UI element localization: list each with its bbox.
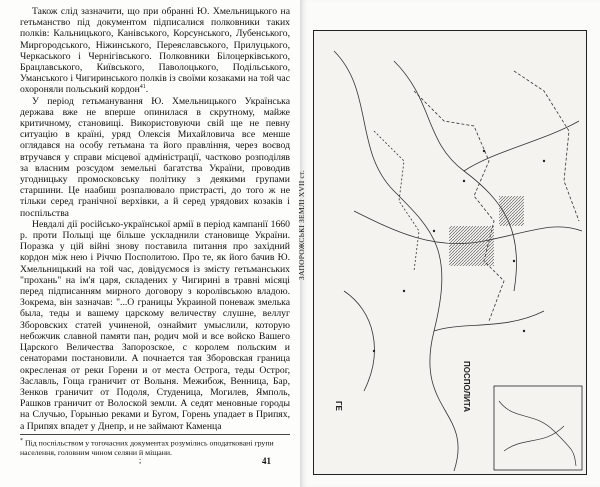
paragraph-3: Невдалі дії російсько-української армії в період кампанії 1660 р. проти Польщі ще більше ускладнили становище України. Поразка у цій війні знову поставила питання про західний кордон між нею і Річчю Посполитою. Про те, як його бачив Ю. Хмельницький на той час, довідуємося із змісту гетьманських "прохань" на ім'я царя, складених у Чигирині в травні місяці перед підписанням мирного договору з королівською владою. Зокрема, він зазначав: "...О границы Украиной поневаж змелька была, теды и вашему царскому величеству слушне, веллуг Зборовских статей учиненой, ознаймит умыслили, которую небожчик славной памяти пан, родич мой и все войско Вашего Царского Величества Запорозское, с королем польским и сенаторами постановили. А почнается тая Зборовская граница окресленая от реки Горени и от места Острога, теды Острог, Заславль, Гоща граничит от Волыня. Межибож, Венница, Бар, Зенков граничит от Подоля, Студеница, Могилев, Ямполь, Рашков граничит от Волоской земли. А седят меновные городы на Случью, Горынью реками и Бугом, Горень упадает в Припях, а Припях впадет у Днепр, и не займают Каменца xyxy=(20,218,290,432)
footnote xyxy=(20,434,290,457)
paragraph-1-text: Також слід зазначити, що при обранні Ю. Хмельницького на гетьманство під документом підписалися полковники таких полків: Кальницького, Канівського, Корсунського, Лубенського, Миргородського, Ніжинського, Переяславського, Прилуцького, Черкаського і Чернігівського. Полковники Білоцерківського, Брацлавського, Київського, Паволоцького, Подільського, Уманського і Чигиринського полків із своїми козаками на той час охороняли польський кордон xyxy=(20,6,290,96)
map-label-pospolyta: ПОСПОЛИТА xyxy=(462,361,471,413)
river-line xyxy=(334,51,458,471)
footnote-ref: 41 xyxy=(139,84,146,91)
river-line xyxy=(464,121,579,171)
paragraph-2: У період гетьманування Ю. Хмельницького Українська держава вже не вперше опинилася в скрутному, майже критичному, становищі. Використовуючи свій ще не певну ситуацію в країні, уряд Олексія Михайловича все менше оглядався на особу гетьмана та його правління, через воєвод втручався у справи місцевої адміністрації, частково розподіляв за власним розсудом земельні багатства України, проводив угодницьку промосковську політику з деякими групами старшини. Це наабиш розпалювало пристрасті, до того ж не тільки серед гранічної верхівки, а й серед урядових козаків і поспільства xyxy=(20,95,290,219)
map-label-ge: ГЕ xyxy=(334,401,343,411)
body-text xyxy=(20,6,290,432)
inset-map xyxy=(494,386,582,470)
page-tick: ; xyxy=(139,456,142,465)
map-caption: ЗАПОРОЖСЬКІ ЗЕМЛІ XVII ст. xyxy=(297,170,306,281)
river-line xyxy=(344,291,374,391)
historical-map xyxy=(313,30,587,475)
page-number: 41 xyxy=(262,456,271,466)
border-line xyxy=(414,91,504,321)
right-page xyxy=(297,0,600,487)
paragraph-1: Також слід зазначити, що при обранні Ю. Хмельницького на гетьманство під документом підписалися полковники таких полків: Кальницького, Канівського, Корсунського, Лубенського, Миргородського, Ніжинського, Переяславського, Прилуцького, Черкаського і Чернігівського. Полковники Білоцерківського, Брацлавського, Київського, Паволоцького, Подільського, Уманського і Чигиринського полків із своїми козаками на той час охороняли польський кордон$^{41}$. xyxy=(20,6,290,96)
footnote-mark: * xyxy=(20,438,23,444)
footnote-text: Під поспільством у тогочасних документах розумілись оподатковані групи населення, головним чином селяни й міщани. xyxy=(20,438,274,457)
map-drawing xyxy=(314,31,586,474)
border-line xyxy=(374,131,419,271)
hatched-region xyxy=(449,226,494,266)
river-line xyxy=(434,311,544,331)
hatched-region xyxy=(499,196,524,226)
